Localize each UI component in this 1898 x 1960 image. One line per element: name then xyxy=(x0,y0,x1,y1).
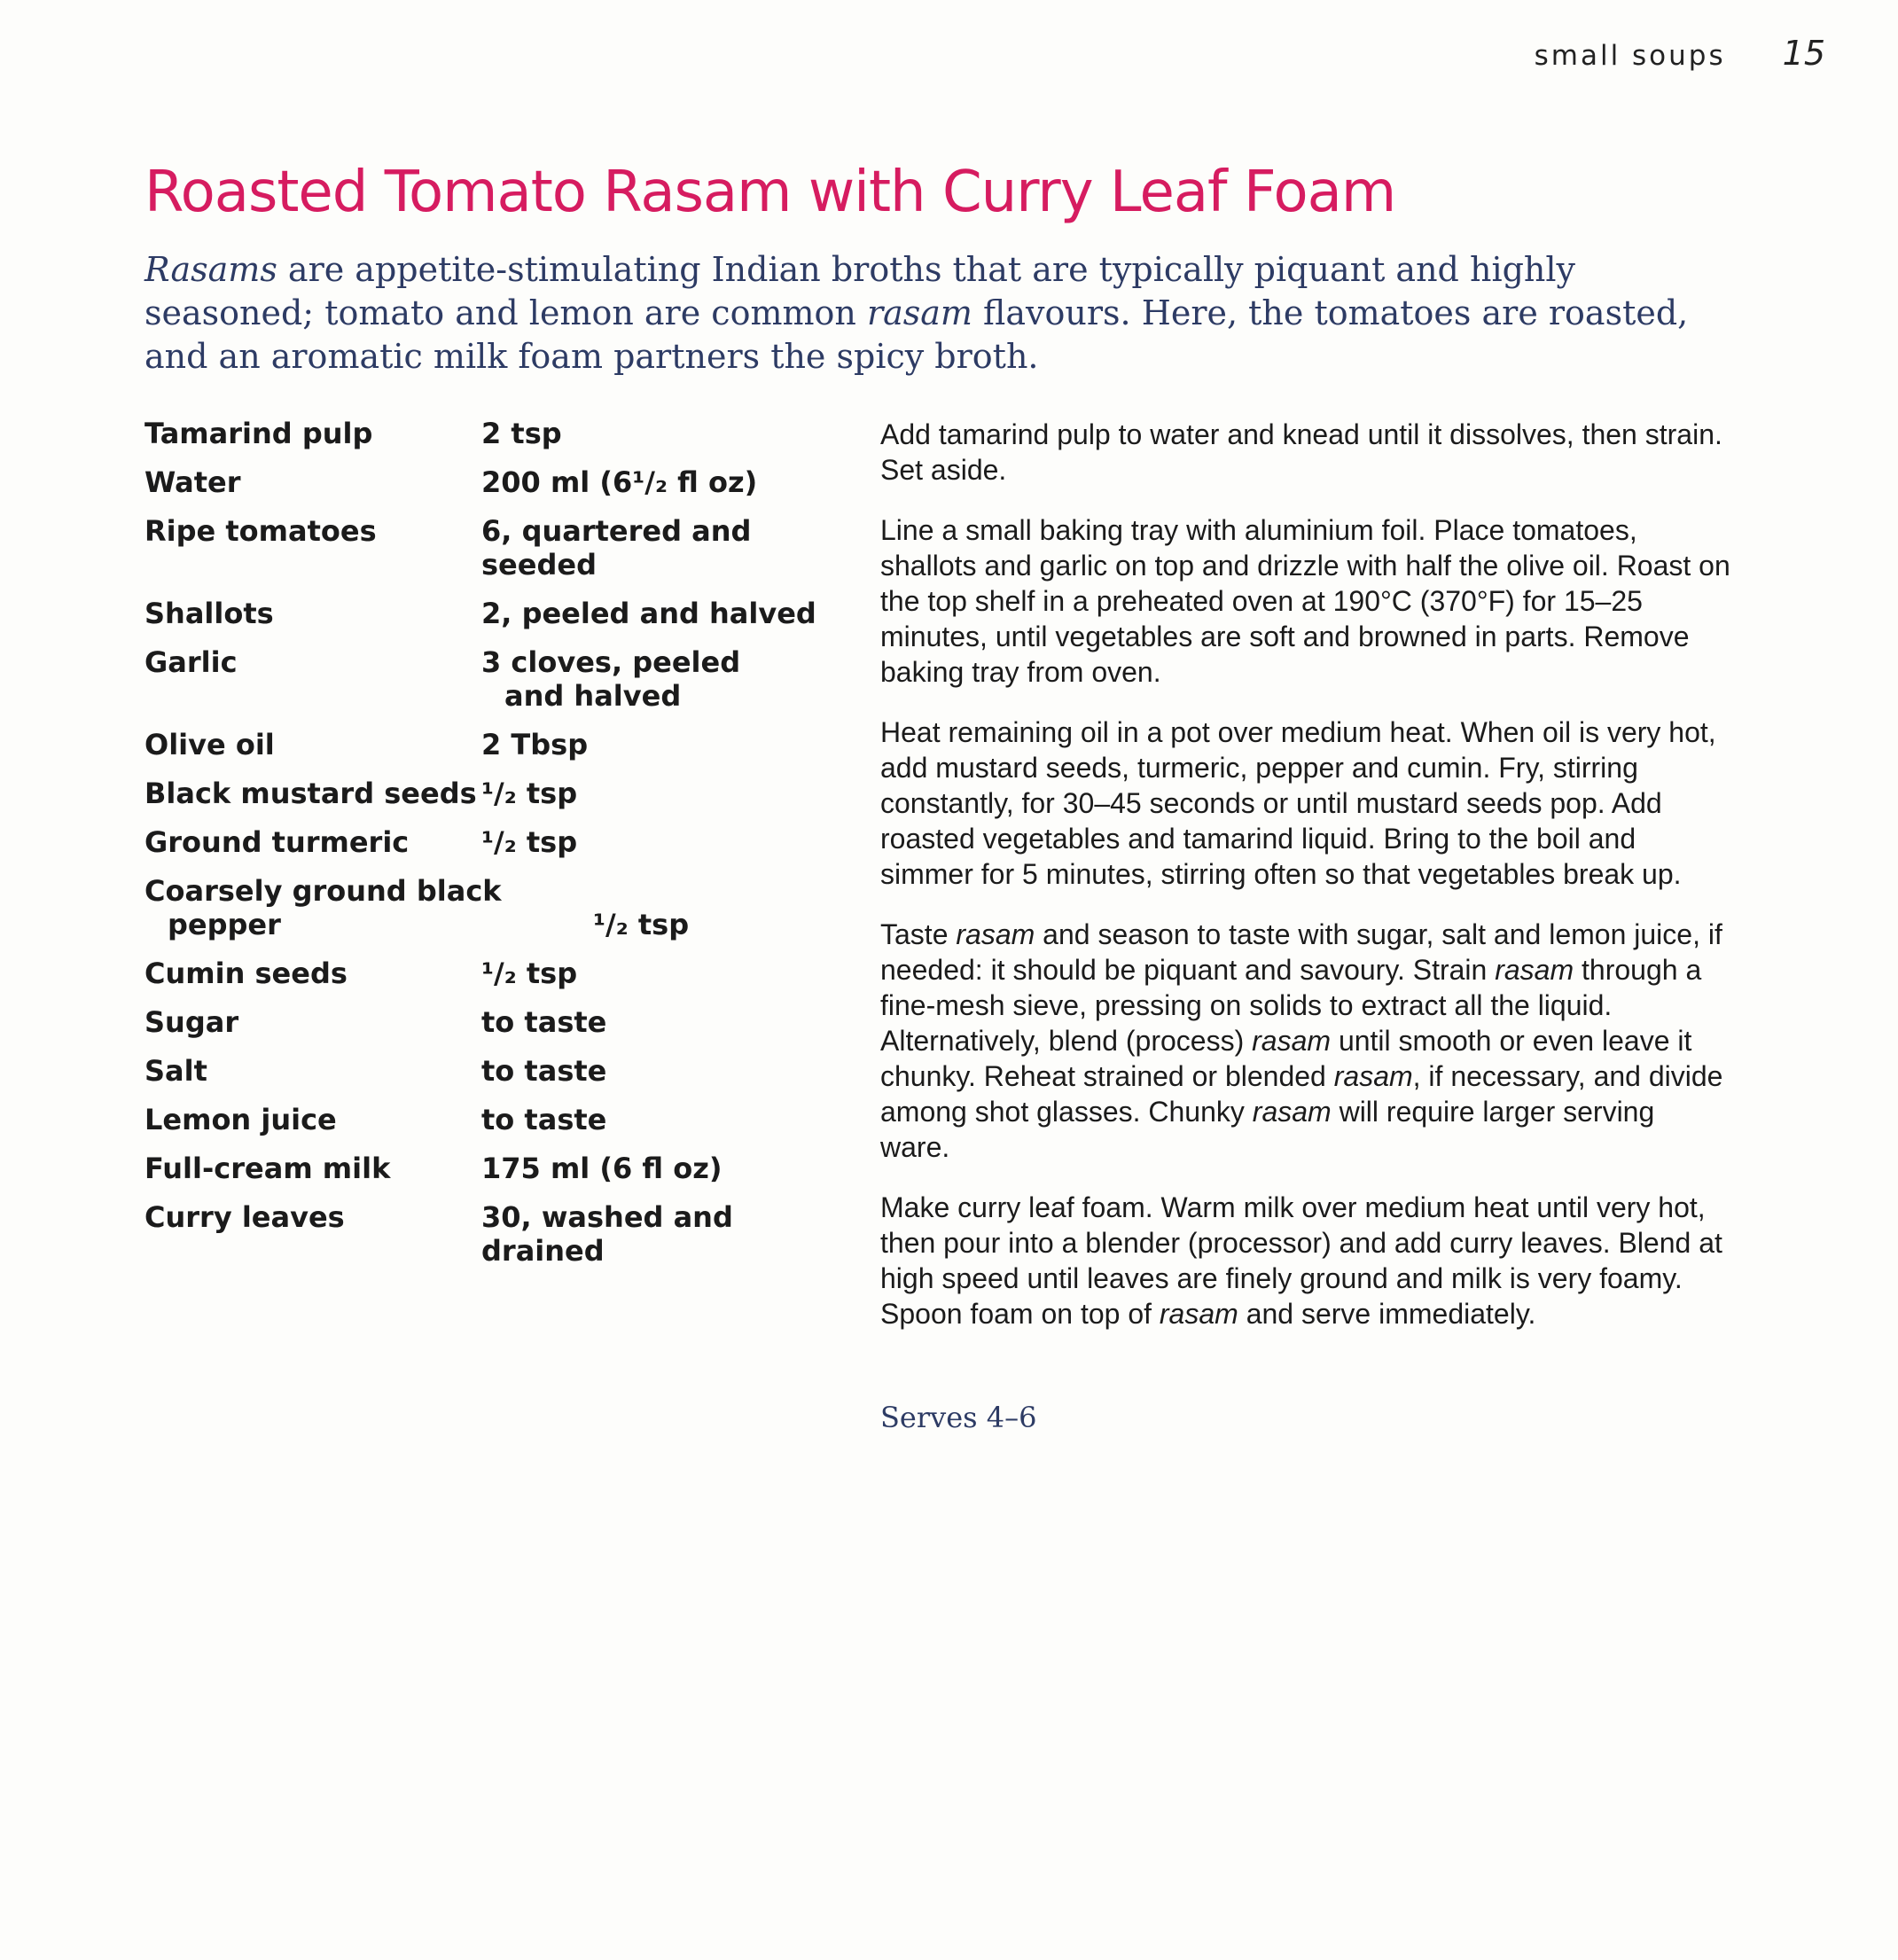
ingredient-name: Full-cream milk xyxy=(144,1152,391,1185)
step-text: rasam xyxy=(1159,1298,1238,1330)
ingredient-name: Curry leaves xyxy=(144,1200,345,1234)
ingredient-quantity: ¹/₂ tsp xyxy=(481,777,578,810)
ingredient-quantity: ¹/₂ tsp xyxy=(481,957,578,990)
ingredient-name: Ground turmeric xyxy=(144,825,410,859)
method-step xyxy=(880,512,1731,690)
ingredient-quantity: 175 ml (6 fl oz) xyxy=(481,1152,722,1185)
ingredient-row xyxy=(144,1103,818,1136)
ingredient-row xyxy=(144,417,818,450)
ingredient-row xyxy=(144,597,818,630)
ingredient-quantity: 2 Tbsp xyxy=(481,728,589,761)
method-step xyxy=(880,417,1731,488)
step-text: Line a small baking tray with aluminium foil. Place tomatoes, shallots and garlic on top and drizzle with half the olive oil. Roast on the top shelf in a preheated oven at 190°C (370°F) for 15–25 minutes, until vegetables are soft and browned in parts. Remove baking tray from oven. xyxy=(880,514,1730,688)
intro-run: flavours. Here, the tomatoes are roasted, and an aromatic milk foam partners the spicy broth. xyxy=(144,293,1689,376)
ingredient-name: Water xyxy=(144,465,241,499)
ingredient-row xyxy=(144,1054,818,1088)
intro-run: are appetite-stimulating Indian broths that are typically piquant and highly seasoned; tomato and lemon are common xyxy=(144,250,1576,332)
step-text: until smooth or even leave it chunky. Reheat strained or blended xyxy=(880,1025,1692,1092)
page-number: 15 xyxy=(1782,34,1825,73)
step-text: and season to taste with sugar, salt and lemon juice, if needed: it should be piquant and savoury. Strain xyxy=(880,918,1722,986)
serves-note: Serves 4–6 xyxy=(880,1401,1037,1434)
ingredient-name: Sugar xyxy=(144,1005,239,1039)
step-text: Make curry leaf foam. Warm milk over medium heat until very hot, then pour into a blender (processor) and add curry leaves. Blend at high speed until leaves are finely ground and milk is very foamy. Spoon foam on top of xyxy=(880,1191,1722,1330)
method-step xyxy=(880,917,1731,1165)
ingredient-row xyxy=(144,514,818,582)
method-step xyxy=(880,1190,1731,1331)
ingredient-row xyxy=(144,645,818,713)
ingredient-quantity: 3 cloves, peeled and halved xyxy=(481,645,741,713)
step-text: through a fine-mesh sieve, pressing on solids to extract all the liquid. Alternatively, blend (process) xyxy=(880,954,1702,1057)
ingredient-name: Black mustard seeds xyxy=(144,777,477,810)
step-text: rasam xyxy=(1333,1060,1413,1092)
ingredient-row xyxy=(144,957,818,990)
ingredient-quantity: 6, quartered and seeded xyxy=(481,514,752,582)
ingredient-row xyxy=(144,1200,818,1268)
ingredient-name: Garlic xyxy=(144,645,238,679)
ingredient-row xyxy=(144,1152,818,1185)
ingredient-name: Coarsely ground black pepper xyxy=(144,874,502,941)
step-text: Add tamarind pulp to water and knead until it dissolves, then strain. Set aside. xyxy=(880,418,1722,486)
recipe-intro xyxy=(144,248,1722,379)
ingredient-quantity: to taste xyxy=(481,1054,607,1088)
ingredient-row xyxy=(144,825,818,859)
running-header xyxy=(1535,34,1825,73)
ingredient-row xyxy=(144,465,818,499)
ingredient-row xyxy=(144,728,818,761)
step-text: and serve immediately. xyxy=(1238,1298,1536,1330)
step-text: rasam xyxy=(1252,1096,1332,1128)
ingredient-name: Tamarind pulp xyxy=(144,417,373,450)
step-text: , if necessary, and divide among shot glasses. Chunky xyxy=(880,1060,1723,1128)
recipe-title: Roasted Tomato Rasam with Curry Leaf Foam xyxy=(144,160,1396,225)
step-text: rasam xyxy=(956,918,1035,950)
intro-run: Rasams xyxy=(144,250,277,289)
method-step xyxy=(880,715,1731,892)
ingredient-quantity: 30, washed and drained xyxy=(481,1200,733,1268)
step-text: rasam xyxy=(1252,1025,1332,1057)
method-steps xyxy=(880,417,1731,1356)
ingredient-name: Cumin seeds xyxy=(144,957,348,990)
ingredient-quantity: 2 tsp xyxy=(481,417,562,450)
ingredient-row xyxy=(144,874,818,941)
ingredients-list xyxy=(144,417,818,1283)
ingredient-row xyxy=(144,777,818,810)
ingredient-quantity: 2, peeled and halved xyxy=(481,597,816,630)
ingredient-name: Ripe tomatoes xyxy=(144,514,377,548)
ingredient-quantity: to taste xyxy=(481,1103,607,1136)
ingredient-quantity: 200 ml (6¹/₂ fl oz) xyxy=(481,465,758,499)
ingredient-name: Salt xyxy=(144,1054,207,1088)
ingredient-quantity: ¹/₂ tsp xyxy=(593,908,690,941)
ingredient-quantity: to taste xyxy=(481,1005,607,1039)
intro-run: rasam xyxy=(866,293,972,332)
ingredient-quantity: ¹/₂ tsp xyxy=(481,825,578,859)
step-text: rasam xyxy=(1495,954,1574,986)
ingredient-row xyxy=(144,1005,818,1039)
step-text: Taste xyxy=(880,918,957,950)
ingredient-name: Lemon juice xyxy=(144,1103,337,1136)
ingredient-name: Shallots xyxy=(144,597,274,630)
step-text: Heat remaining oil in a pot over medium heat. When oil is very hot, add mustard seeds, turmeric, pepper and cumin. Fry, stirring constantly, for 30–45 seconds or until mustard seeds pop. Add roasted vegetables and tamarind liquid. Bring to the boil and simmer for 5 minutes, stirring often so that vegetables break up. xyxy=(880,716,1716,890)
ingredient-name: Olive oil xyxy=(144,728,275,761)
step-text: will require larger serving ware. xyxy=(880,1096,1655,1163)
section-name: small soups xyxy=(1534,40,1726,72)
